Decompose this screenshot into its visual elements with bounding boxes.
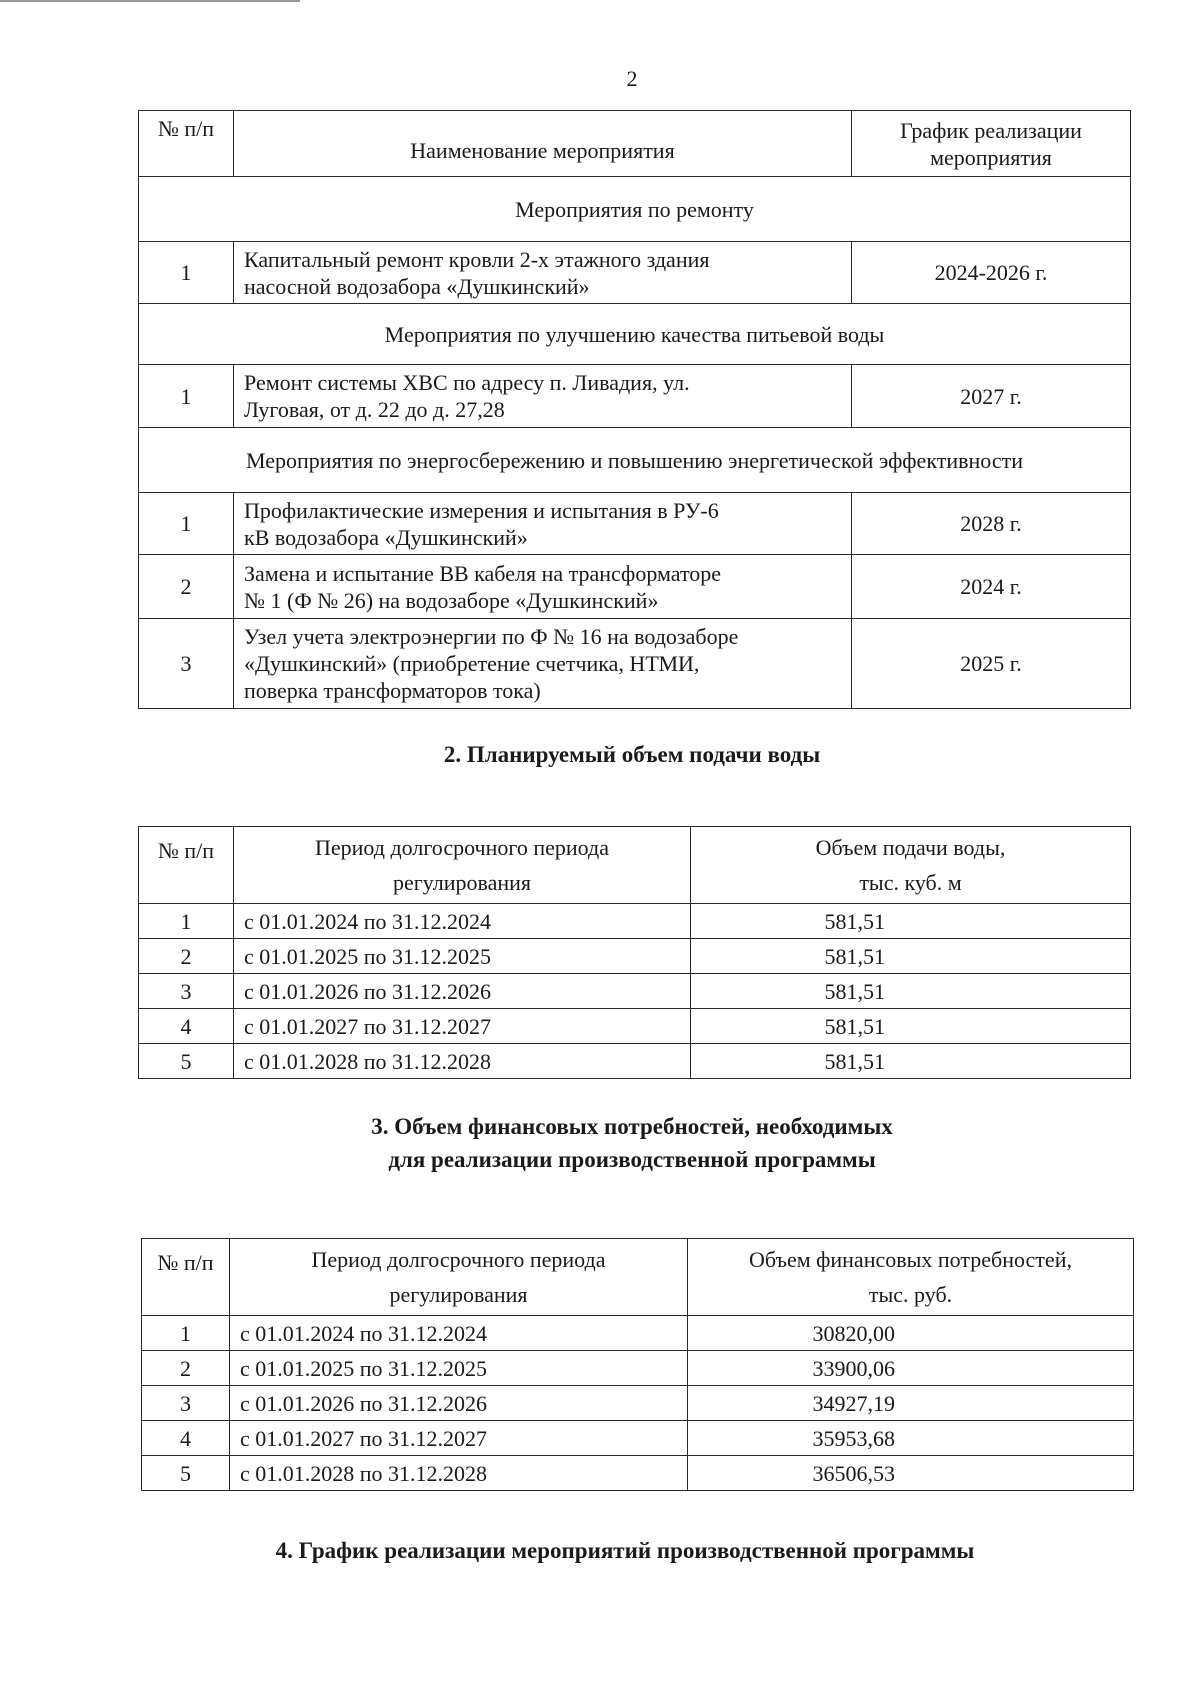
row-name [234,619,852,709]
row-name-line3: поверка трансформаторов тока) [244,678,541,703]
row-name-line2: «Душкинский» (приобретение счетчика, НТМИ, [244,651,700,676]
table-row [139,974,1131,1009]
header-schedule-line1: График реализации [900,117,1082,143]
section2-title: 2. Планируемый объем подачи воды [443,742,821,767]
section3-title [0,1110,1200,1176]
table-row [139,493,1131,555]
header-period-line1: Период долгосрочного периода [314,835,610,860]
header-schedule [852,111,1131,177]
table-row [139,555,1131,619]
row-schedule: 2024-2026 г. [852,242,1131,304]
row-period: с 01.01.2026 по 31.12.2026 [234,974,691,1009]
row-num: 4 [139,1009,234,1044]
row-num: 3 [139,619,234,709]
header-period [230,1239,688,1316]
row-value: 581,51 [691,939,1131,974]
section4-title: 4. График реализации мероприятий производственной программы [275,1538,975,1563]
row-period: с 01.01.2027 по 31.12.2027 [234,1009,691,1044]
row-num: 5 [142,1456,230,1491]
section-title-repair: Мероприятия по ремонту [139,177,1131,242]
row-name-line1: Замена и испытание ВВ кабеля на трансформаторе [244,560,722,586]
header-schedule-line2: мероприятия [930,144,1052,170]
header-value [688,1239,1134,1316]
row-value: 34927,19 [688,1386,1134,1421]
section-row [139,428,1131,493]
section-row [139,177,1131,242]
row-name-line1: Капитальный ремонт кровли 2-х этажного здания [244,246,710,272]
row-name [234,242,852,304]
row-value: 581,51 [691,1044,1131,1079]
section3-title-line2: для реализации производственной программы [388,1147,876,1172]
row-value: 30820,00 [688,1316,1134,1351]
row-name-line1: Узел учета электроэнергии по Ф № 16 на водозаборе [244,624,739,649]
header-value-line2: тыс. куб. м [859,870,962,895]
table-row [142,1421,1134,1456]
row-num: 1 [142,1316,230,1351]
row-period: с 01.01.2024 по 31.12.2024 [230,1316,688,1351]
table-row [139,365,1131,428]
row-period: с 01.01.2028 по 31.12.2028 [234,1044,691,1079]
header-value-line1: Объем финансовых потребностей, [749,1247,1072,1272]
table-row [139,619,1131,709]
header-value-line2: тыс. руб. [868,1282,953,1307]
table-header-row [139,111,1131,177]
row-name-line1: Ремонт системы ХВС по адресу п. Ливадия, ул. [244,370,690,395]
table-row [142,1456,1134,1491]
header-name: Наименование мероприятия [234,111,852,177]
table-row [139,1009,1131,1044]
header-value-line1: Объем подачи воды, [815,835,1006,860]
row-name-line2: кВ водозабора «Душкинский» [244,524,528,550]
activities-table [138,110,1131,709]
row-num: 3 [139,974,234,1009]
row-schedule: 2024 г. [852,555,1131,619]
row-value: 33900,06 [688,1351,1134,1386]
row-value: 581,51 [691,1009,1131,1044]
header-period-line1: Период долгосрочного периода [311,1247,606,1272]
table-row [142,1316,1134,1351]
row-period: с 01.01.2026 по 31.12.2026 [230,1386,688,1421]
row-num: 3 [142,1386,230,1421]
row-name [234,555,852,619]
row-schedule: 2027 г. [852,365,1131,428]
row-num: 1 [139,365,234,428]
header-period-line2: регулирования [392,870,532,895]
table-header-row [142,1239,1134,1316]
page-number: 2 [626,66,638,91]
row-num: 5 [139,1044,234,1079]
row-name-line2: № 1 (Ф № 26) на водозаборе «Душкинский» [244,587,659,613]
row-period: с 01.01.2025 по 31.12.2025 [234,939,691,974]
section-title-water-quality: Мероприятия по улучшению качества питьевой воды [139,304,1131,365]
header-value [691,827,1131,904]
header-num: № п/п [139,111,234,177]
water-supply-table [138,826,1131,1079]
header-period-line2: регулирования [389,1282,528,1307]
row-name [234,365,852,428]
row-name-line2: Луговая, от д. 22 до д. 27,28 [244,397,505,422]
header-period [234,827,691,904]
header-num: № п/п [142,1239,230,1316]
row-period: с 01.01.2028 по 31.12.2028 [230,1456,688,1491]
row-value: 35953,68 [688,1421,1134,1456]
table-row [139,904,1131,939]
financial-needs-table [141,1238,1134,1491]
row-value: 581,51 [691,904,1131,939]
table-row [139,242,1131,304]
row-name-line1: Профилактические измерения и испытания в РУ-6 [244,497,719,523]
row-num: 2 [139,939,234,974]
row-period: с 01.01.2027 по 31.12.2027 [230,1421,688,1456]
row-name-line2: насосной водозабора «Душкинский» [244,273,590,299]
row-num: 2 [139,555,234,619]
row-num: 2 [142,1351,230,1386]
table-row [139,939,1131,974]
header-num: № п/п [139,827,234,904]
table-row [142,1351,1134,1386]
row-num: 1 [139,493,234,555]
section-title-energy: Мероприятия по энергосбережению и повышению энергетической эффективности [139,428,1131,493]
row-value: 36506,53 [688,1456,1134,1491]
row-num: 4 [142,1421,230,1456]
row-period: с 01.01.2025 по 31.12.2025 [230,1351,688,1386]
section3-title-line1: 3. Объем финансовых потребностей, необходимых [371,1114,893,1139]
row-num: 1 [139,242,234,304]
table-row [142,1386,1134,1421]
row-schedule: 2028 г. [852,493,1131,555]
row-period: с 01.01.2024 по 31.12.2024 [234,904,691,939]
section-row [139,304,1131,365]
table-row [139,1044,1131,1079]
row-num: 1 [139,904,234,939]
row-name [234,493,852,555]
row-value: 581,51 [691,974,1131,1009]
row-schedule: 2025 г. [852,619,1131,709]
table-header-row [139,827,1131,904]
scan-edge-line [0,0,300,2]
